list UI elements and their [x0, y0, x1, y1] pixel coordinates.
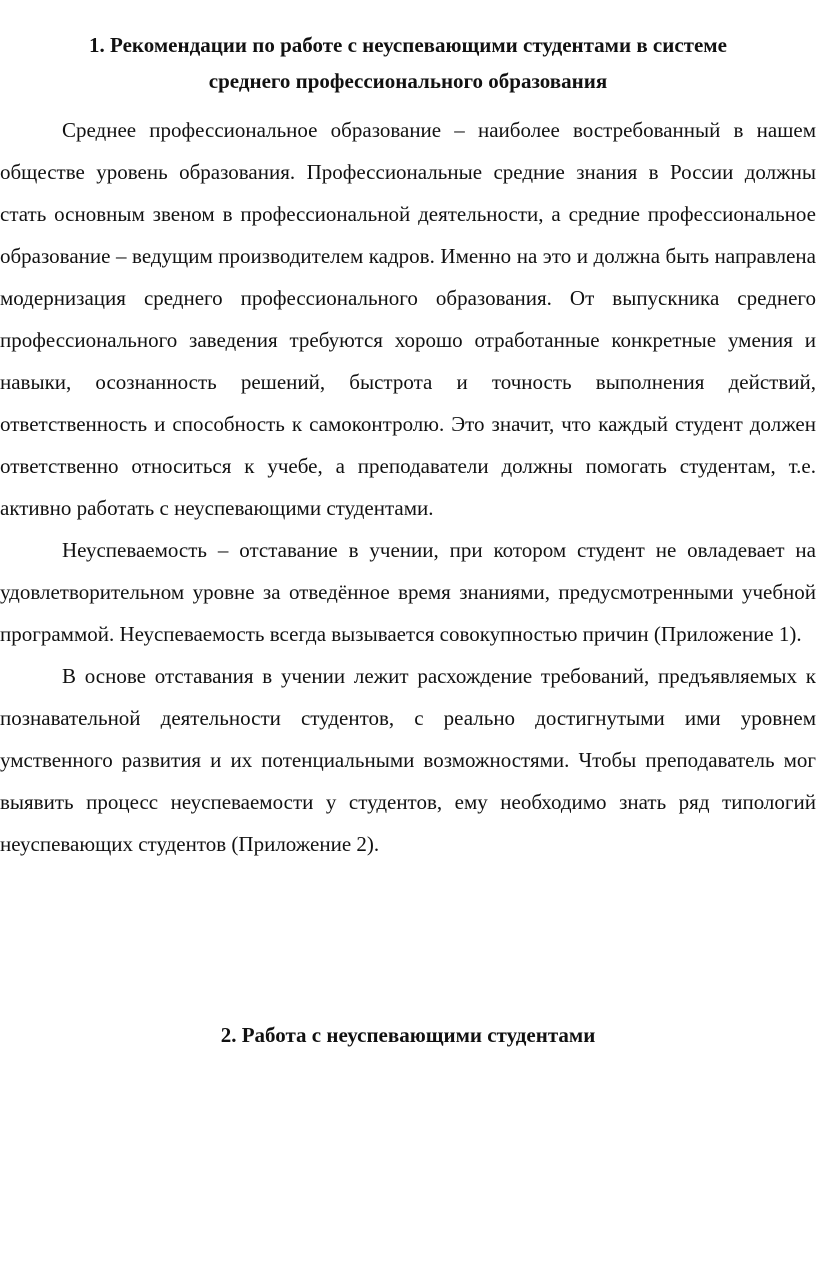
section-1-body [0, 109, 816, 865]
section-2-heading: 2. Работа с неуспевающими студентами [220, 1023, 596, 1047]
paragraph-definition: Неуспеваемость – отставание в учении, при котором студент не овладевает на удовлетворительном уровне за отведённое время знаниями, предусмотренными учебной программой. Неуспеваемость всегда вызывается совокупностью причин (Приложение 1). [0, 538, 816, 646]
section-1-title-line-2: среднего профессионального образования [208, 69, 608, 93]
paragraph-causes: В основе отставания в учении лежит расхождение требований, предъявляемых к познавательной деятельности студентов, с реально достигнутыми ими уровнем умственного развития и их потенциальными возможностями. Чтобы преподаватель мог выявить процесс неуспеваемости у студентов, ему необходимо знать ряд типологий неуспевающих студентов (Приложение 2). [0, 664, 816, 856]
section-1-heading [0, 27, 816, 99]
paragraph-intro: Среднее профессиональное образование – наиболее востребованный в нашем обществе уровень образования. Профессиональные средние знания в России должны стать основным звеном в профессиональной деятельности, а средние профессиональное образование – ведущим производителем кадров. Именно на это и должна быть направлена модернизация среднего профессионального образования. От выпускника среднего профессионального заведения требуются хорошо отработанные конкретные умения и навыки, осознанность решений, быстрота и точность выполнения действий, ответственность и способность к самоконтролю. Это значит, что каждый студент должен ответственно относиться к учебе, а преподаватели должны помогать студентам, т.е. активно работать с неуспевающими студентами. [0, 118, 816, 520]
section-1-title-line-1: 1. Рекомендации по работе с неуспевающими студентами в системе [89, 33, 727, 57]
